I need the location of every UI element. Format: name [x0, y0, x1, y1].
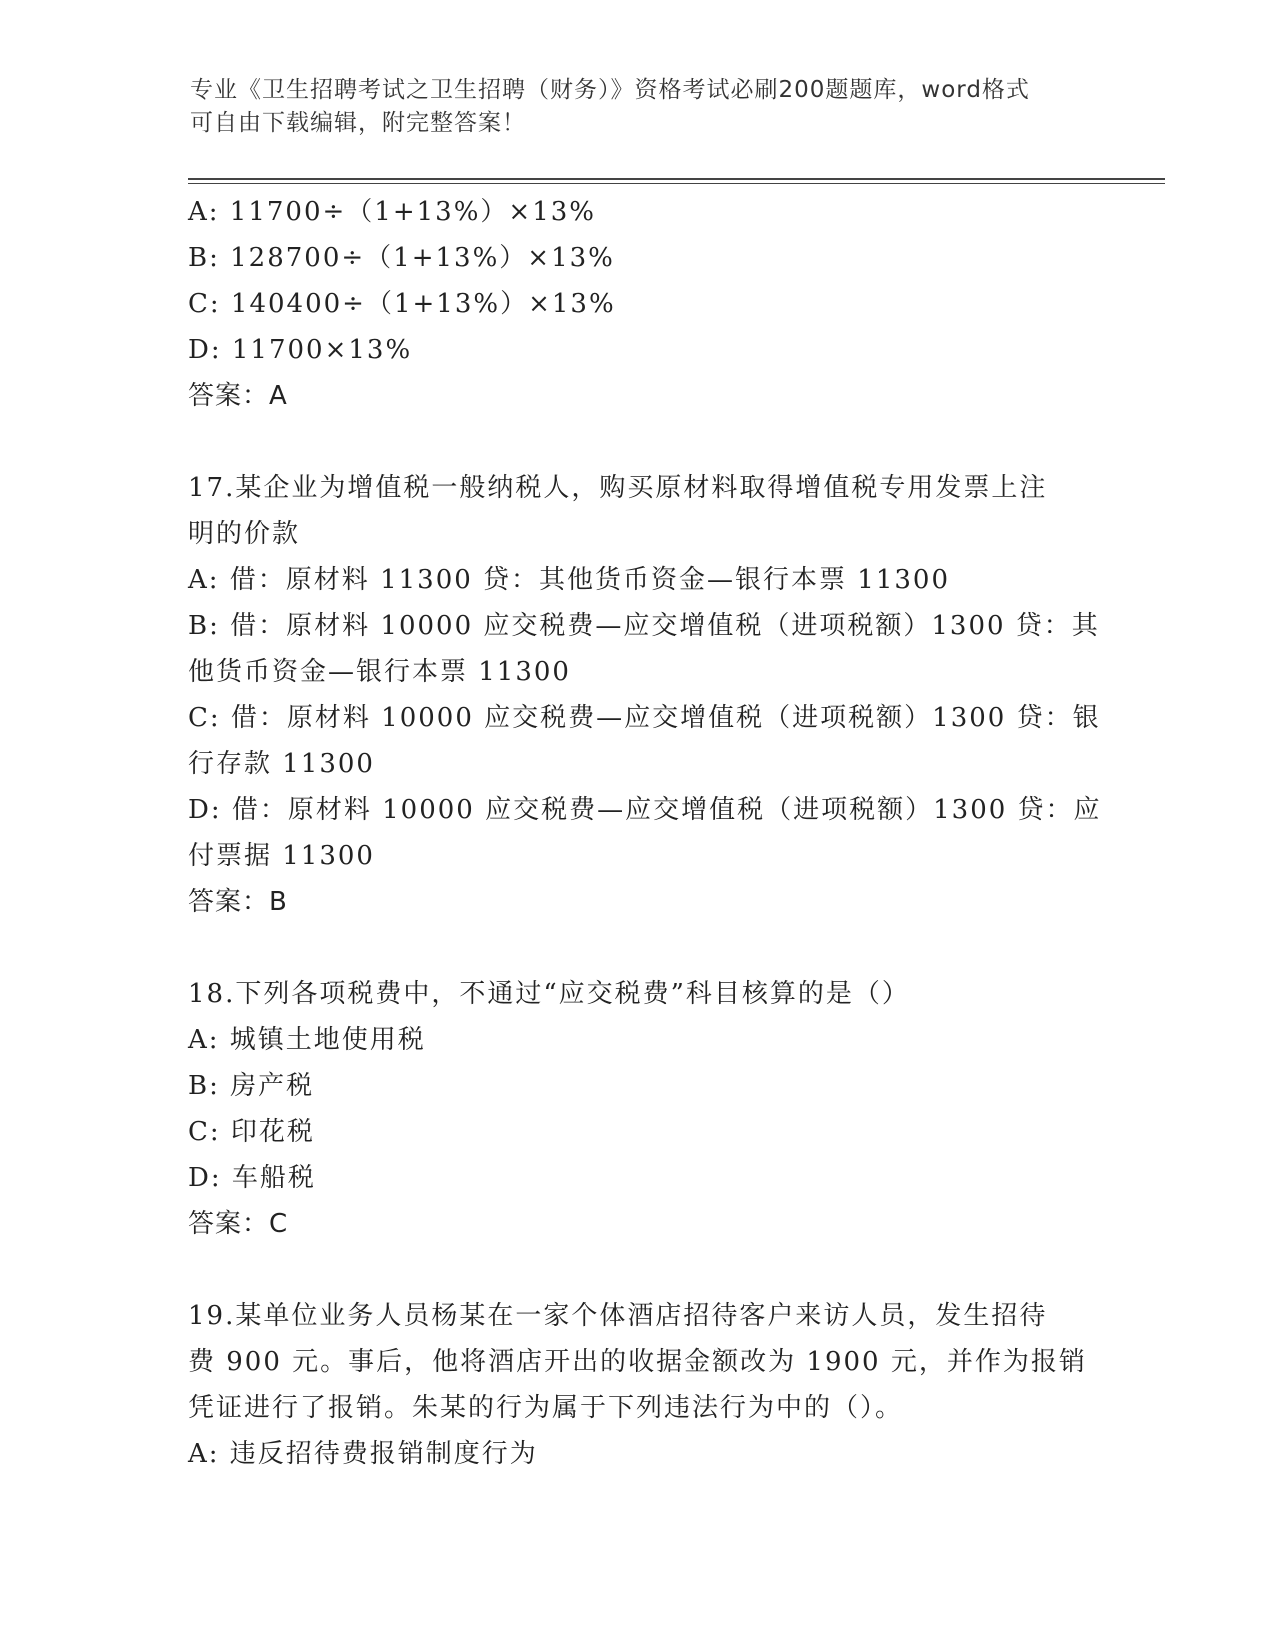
option-b: B: 128700÷（1+13%）×13% — [188, 243, 615, 273]
question-18 — [188, 971, 1088, 1247]
option-c: C: 140400÷（1+13%）×13% — [188, 289, 616, 319]
question-stem: 18.下列各项税费中，不通过“应交税费”科目核算的是（） — [188, 979, 910, 1009]
header-line-1: 专业《卫生招聘考试之卫生招聘（财务）》资格考试必刷200题题库，word格式 — [190, 77, 1030, 103]
option-a: A: 借：原材料 11300 贷：其他货币资金—银行本票 11300 — [188, 565, 951, 595]
option-b: B: 借：原材料 10000 应交税费—应交增值税（进项税额）1300 贷：其 — [188, 611, 1100, 641]
question-19 — [188, 1293, 1088, 1477]
header-line-2: 可自由下载编辑，附完整答案！ — [190, 110, 526, 136]
option-d: D: 车船税 — [188, 1163, 316, 1193]
question-stem: 17.某企业为增值税一般纳税人，购买原材料取得增值税专用发票上注 — [188, 473, 1048, 503]
option-c-cont: 行存款 11300 — [188, 749, 375, 779]
question-stem: 19.某单位业务人员杨某在一家个体酒店招待客户来访人员，发生招待 — [188, 1301, 1048, 1331]
document-header — [190, 74, 1090, 140]
question-stem-cont: 明的价款 — [188, 519, 301, 549]
header-divider-thin — [188, 183, 1165, 184]
question-stem-cont: 费 900 元。事后，他将酒店开出的收据金额改为 1900 元，并作为报销 — [188, 1347, 1087, 1377]
answer: 答案：C — [188, 1209, 289, 1239]
option-a: A: 违反招待费报销制度行为 — [188, 1439, 538, 1469]
question-16 — [188, 189, 1088, 419]
option-d: D: 借：原材料 10000 应交税费—应交增值税（进项税额）1300 贷：应 — [188, 795, 1102, 825]
question-stem-cont: 凭证进行了报销。朱某的行为属于下列违法行为中的（）。 — [188, 1393, 904, 1423]
option-b: B: 房产税 — [188, 1071, 315, 1101]
option-a: A: 城镇土地使用税 — [188, 1025, 426, 1055]
question-content — [188, 189, 1102, 1477]
question-17 — [188, 465, 1102, 925]
option-d-cont: 付票据 11300 — [188, 841, 375, 871]
header-divider-thick — [188, 178, 1165, 180]
answer: 答案：A — [188, 381, 288, 411]
answer: 答案：B — [188, 887, 288, 917]
option-d: D: 11700×13% — [188, 335, 413, 365]
option-a: A: 11700÷（1+13%）×13% — [188, 197, 596, 227]
option-c: C: 印花税 — [188, 1117, 315, 1147]
option-c: C: 借：原材料 10000 应交税费—应交增值税（进项税额）1300 贷：银 — [188, 703, 1101, 733]
option-b-cont: 他货币资金—银行本票 11300 — [188, 657, 571, 687]
